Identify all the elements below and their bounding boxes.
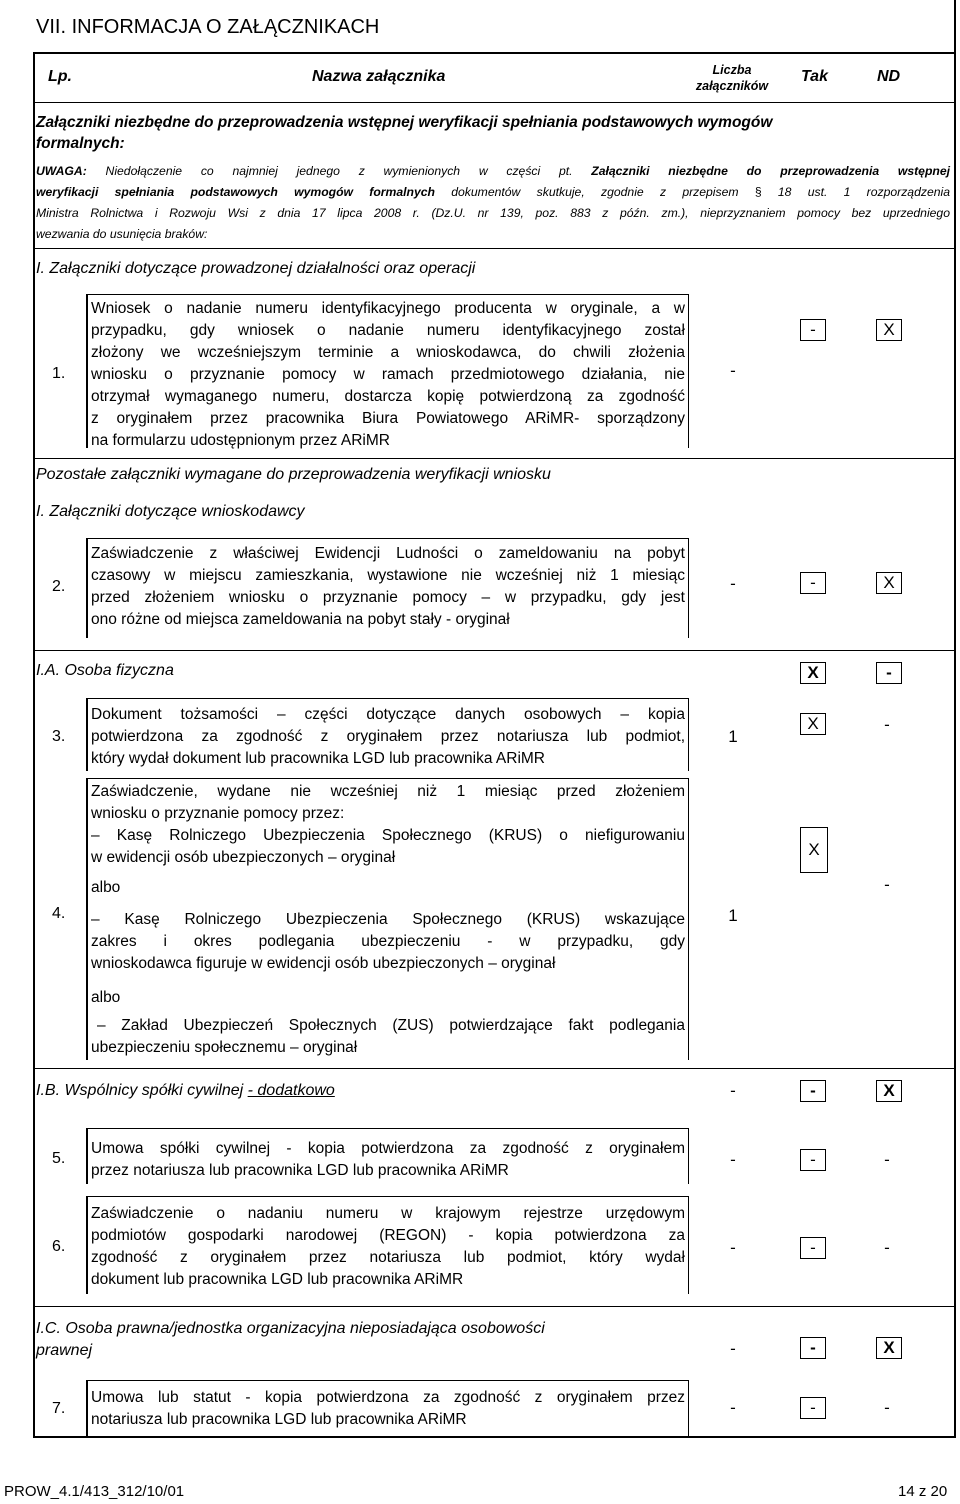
item3-number: 3. <box>52 728 66 745</box>
paragraph-sign-icon: § <box>754 185 762 199</box>
section-ia-heading: I.A. Osoba fizyczna <box>36 662 174 679</box>
item5-left-border <box>86 1128 88 1184</box>
item2-right-border <box>688 538 689 638</box>
frame-left <box>33 52 35 1438</box>
item6-right-border <box>688 1196 689 1294</box>
section-ia-nd-box[interactable]: - <box>876 662 902 684</box>
item7-number: 7. <box>52 1400 66 1417</box>
item1-left-border <box>86 294 88 448</box>
section-ia-tak-box[interactable]: X <box>800 662 826 684</box>
item2-tak-box[interactable]: - <box>800 572 826 594</box>
item2-left-border <box>86 538 88 638</box>
item3-tak-box[interactable]: X <box>800 713 826 735</box>
frame-top <box>33 52 956 54</box>
section-ic-nd-box[interactable]: X <box>876 1337 902 1359</box>
header-nd: ND <box>877 68 901 85</box>
item6-left-border <box>86 1196 88 1294</box>
header-lp: Lp. <box>48 68 72 85</box>
required-heading: Załączniki niezbędne do przeprowadzenia wstępnej weryfikacji spełniania podstawowych wymogów formalnych: <box>36 114 773 152</box>
item7-right-border <box>688 1380 689 1436</box>
item1-number: 1. <box>52 365 66 382</box>
item4-left-border <box>86 778 88 1060</box>
item5-tak-box[interactable]: - <box>800 1149 826 1171</box>
item5-right-border <box>688 1128 689 1184</box>
section-ib-heading: I.B. Wspólnicy spółki cywilnej - dodatkowo <box>36 1082 335 1099</box>
item4-top-border <box>86 778 689 779</box>
item2-count: - <box>730 574 736 593</box>
warning-text: UWAGA: Niedołączenie co najmniej jednego z wymienionych w części pt. Załączniki niezbędne do przeprowadzenia wstępnej weryfikacji spełniania podstawowych wymogów formalnych dokumentów skutkuje, zgodnie z przepisem § 18 ust. 1 rozporządzenia Ministra Rolnictwa i Rozwoju Wsi z dnia 17 lipca 2008 r. (Dz.U. nr 139, poz. 883 z późn. zm.), nieprzyznaniem pomocy bez uprzedniego wezwania do usunięcia braków: <box>36 164 951 241</box>
item4-right-border <box>688 778 689 1060</box>
divider <box>33 650 956 651</box>
item6-tak-box[interactable]: - <box>800 1237 826 1259</box>
header-count: Liczba załączników <box>695 63 769 93</box>
item1-top-border <box>86 294 689 295</box>
item3-nd: - <box>884 715 890 734</box>
item1-right-border <box>688 294 689 448</box>
header-rule <box>33 102 956 103</box>
page-title: VII. INFORMACJA O ZAŁĄCZNIKACH <box>36 16 380 38</box>
item7-nd: - <box>884 1398 890 1417</box>
item6-number: 6. <box>52 1238 66 1255</box>
item7-count: - <box>730 1398 736 1417</box>
divider <box>33 1068 956 1069</box>
item4-nd: - <box>884 875 890 894</box>
section-ic-count: - <box>730 1339 736 1358</box>
item4-number: 4. <box>52 905 66 922</box>
item4-tak-box[interactable]: X <box>800 827 828 873</box>
section-ib-tak-box[interactable]: - <box>800 1080 826 1102</box>
section-ic-heading: I.C. Osoba prawna/jednostka organizacyjna nieposiadająca osobowości prawnej <box>36 1320 545 1359</box>
item5-number: 5. <box>52 1150 66 1167</box>
item6-text: Zaświadczenie o nadaniu numeru w krajowym rejestrze urzędowym podmiotów gospodarki narodowej (REGON) - kopia potwierdzona za zgodność z oryginałem przez notariusza lub podmiot, który wydał dokument lub pracownika LGD lub pracownika ARiMR <box>91 1205 685 1288</box>
item5-nd: - <box>884 1150 890 1169</box>
item7-text: Umowa lub statut - kopia potwierdzona za zgodność z oryginałem przez notariusza lub pracownika LGD lub pracownika ARiMR <box>91 1389 685 1428</box>
item5-count: - <box>730 1150 736 1169</box>
section-1-heading: I. Załączniki dotyczące prowadzonej działalności oraz operacji <box>36 260 476 277</box>
item5-text: Umowa spółki cywilnej - kopia potwierdzona za zgodność z oryginałem przez notariusza lub pracownika LGD lub pracownika ARiMR <box>91 1140 685 1179</box>
item2-top-border <box>86 538 689 539</box>
item6-nd: - <box>884 1238 890 1257</box>
divider <box>33 248 956 249</box>
header-name: Nazwa załącznika <box>312 68 446 85</box>
item3-right-border <box>688 698 689 771</box>
item6-top-border <box>86 1196 689 1197</box>
divider <box>33 1306 956 1307</box>
item7-left-border <box>86 1380 88 1436</box>
header-tak: Tak <box>801 68 828 85</box>
item7-top-border <box>86 1380 689 1381</box>
frame-bottom <box>33 1436 956 1438</box>
item3-text: Dokument tożsamości – części dotyczące danych osobowych – kopia potwierdzona za zgodność z oryginałem przez notariusza lub podmiot, który wydał dokument lub pracownika LGD lub pracownika ARiMR <box>91 706 685 767</box>
item3-count: 1 <box>728 727 738 746</box>
item2-number: 2. <box>52 578 66 595</box>
section-ic-tak-box[interactable]: - <box>800 1337 826 1359</box>
section-ib-nd-box[interactable]: X <box>876 1080 902 1102</box>
item1-text: Wniosek o nadanie numeru identyfikacyjnego producenta w oryginale, a w przypadku, gdy wniosek o nadanie numeru identyfikacyjnego został złożony we wcześniejszym terminie a wnioskodawca, do chwili złożenia wniosku o przyznanie pomocy w ramach przedmiotowego działania, nie otrzymał wymaganego numeru, dostarcza kopię potwierdzoną za zgodność z oryginałem przez pracownika Biura Powiatowego ARiMR- sporządzony na formularzu udostępnionym przez ARiMR <box>91 300 685 449</box>
item1-count: - <box>730 361 736 380</box>
divider <box>33 458 956 459</box>
item1-tak-box[interactable]: - <box>800 319 826 341</box>
section-2-heading: I. Załączniki dotyczące wnioskodawcy <box>36 503 305 520</box>
item2-text: Zaświadczenie z właściwej Ewidencji Ludności o zameldowaniu na pobyt czasowy w miejscu zamieszkania, wystawione nie wcześniej niż 1 miesiąc przed złożeniem wniosku o przyznanie pomocy – w przypadku, gdy jest ono różne od miejsca zameldowania na pobyt stały - oryginał <box>91 545 685 628</box>
other-heading: Pozostałe załączniki wymagane do przeprowadzenia weryfikacji wniosku <box>36 466 551 483</box>
footer-code: PROW_4.1/413_312/10/01 <box>4 1483 185 1500</box>
footer-page-number: 14 z 20 <box>898 1483 948 1500</box>
item5-top-border <box>86 1128 689 1129</box>
frame-right <box>954 0 956 1438</box>
item7-tak-box[interactable]: - <box>800 1397 826 1419</box>
item4-count: 1 <box>728 906 738 925</box>
item2-nd-box[interactable]: X <box>876 572 902 594</box>
item6-count: - <box>730 1238 736 1257</box>
item1-nd-box[interactable]: X <box>876 319 902 341</box>
item3-left-border <box>86 698 88 771</box>
section-ib-count: - <box>730 1081 736 1100</box>
item4-text: Zaświadczenie, wydane nie wcześniej niż 1 miesiąc przed złożeniem wniosku o przyznanie pomocy przez: – Kasę Rolniczego Ubezpieczenia Społecznego (KRUS) o niefigurowaniu w ewidencji osób ubezpieczonych – oryginał albo – Kasę Rolniczego Ubezpieczenia Społecznego (KRUS) wskazujące zakres i okres podlegania ubezpieczeniu - w przypadku, gdy wnioskodawca figuruje w ewidencji osób ubezpieczonych – oryginał albo – Zakład Ubezpieczeń Społecznych (ZUS) potwierdzające fakt podlegania ubezpieczeniu społecznemu – oryginał <box>91 783 685 1056</box>
item3-top-border <box>86 698 689 699</box>
